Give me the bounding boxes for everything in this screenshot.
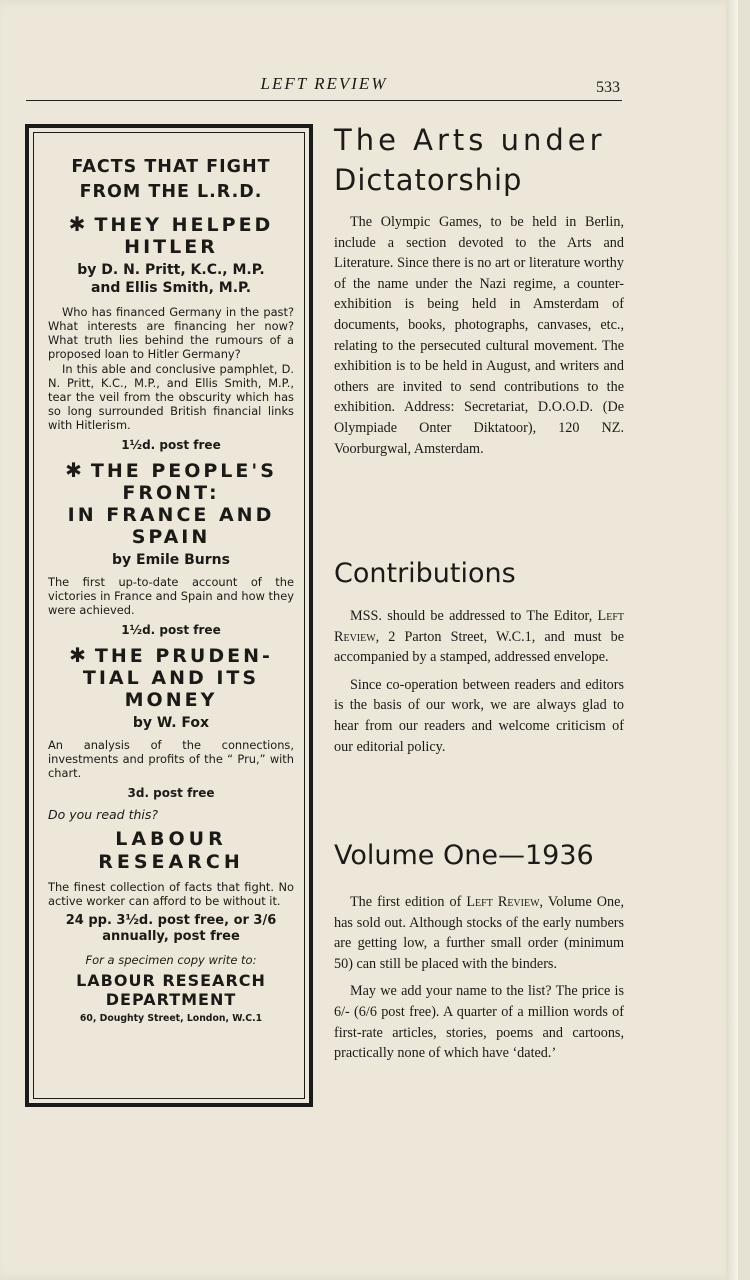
section-peoples-front: [48, 459, 294, 637]
contributions-para2: Since co-operation between readers and editors is the basis of our work, we are always glad to hear from our readers and welcome criticism of our editorial policy.: [334, 676, 624, 755]
volume-para1: [334, 892, 624, 974]
section-they-helped-hitler: [48, 213, 294, 452]
contributions-para1-start: MSS. should be addressed to The Editor,: [350, 608, 598, 624]
labour-price-line2: annually, post free: [102, 929, 240, 944]
arts-body: The Olympic Games, to be held in Berlin, include a section devoted to the Arts and Literature. Since there is no art or literature worthy of the name under the Nazi regime, a counter-exhibition is being held in Amsterdam of documents, books, photographs, canvases, etc., relating to the persecuted cultural movement. The exhibition is to be held in August, and writers and others are invited to send contributions to the exhibition. Address: Secretariat, D.O.O.D. (De Olympiade Onter Diktatoor), 120 NZ. Voorburgwal, Amsterdam.: [334, 214, 624, 457]
volume-para2: May we add your name to the list? The price is 6/- (6/6 post free). A quarter of a million words of first-rate articles, stories, poems and cartoons, practically none of which have ‘dated.’: [334, 983, 624, 1062]
section1-title-line2: HITLER: [124, 236, 218, 258]
section3-title-line1: THE PRUDEN-: [94, 645, 273, 667]
ad-heading: [48, 155, 294, 205]
contributions-para1-end: , 2 Parton Street, W.C.1, and must be accompanied by a stamped, addressed envelope.: [334, 628, 624, 666]
section2-price: 1½d. post free: [121, 623, 221, 637]
volume-para1-end: , Volume One, has sold out. Although stocks of the early numbers are getting low, a further small order (minimum 50) can still be placed with the binders.: [334, 894, 624, 972]
running-title: LEFT REVIEW: [260, 74, 388, 93]
section2-title-line2: FRONT:: [122, 482, 220, 504]
section3-price: 3d. post free: [127, 786, 215, 800]
labour-research-title: [48, 828, 294, 874]
ad-heading-line2: FROM THE L.R.D.: [79, 182, 263, 202]
star-icon: ✱: [69, 643, 89, 667]
section3-title-line3: MONEY: [124, 689, 218, 711]
contributions-para1: [334, 606, 624, 668]
section1-para2: In this able and conclusive pamphlet, D. N. Pritt, K.C., M.P., and Ellis Smith, M.P., tear the veil from the obscurity which has so long surrounded British financial links with Hitlerism.: [48, 362, 294, 432]
ad-heading-line1: FACTS THAT FIGHT: [71, 157, 271, 177]
section3-title: [48, 644, 294, 667]
article-volume-one: [334, 838, 624, 1064]
section3-byline: by W. Fox: [132, 715, 210, 731]
star-icon: ✱: [68, 212, 89, 236]
running-head: [26, 70, 622, 101]
section-labour-research: [48, 807, 294, 1024]
page-edge: [726, 0, 738, 1280]
labour-research-line2: RESEARCH: [98, 851, 244, 873]
contributions-magazine-name: Left Review: [334, 608, 624, 645]
ad-inner-frame: [33, 132, 305, 1099]
section2-title: [48, 459, 294, 482]
section2-title-line3: IN FRANCE AND: [67, 504, 275, 526]
department-name: [48, 971, 294, 1009]
section1-byline-line1: by D. N. Pritt, K.C., M.P.: [77, 262, 265, 278]
star-icon: ✱: [65, 458, 85, 482]
labour-research-line1: LABOUR: [115, 828, 227, 850]
section1-para1: Who has financed Germany in the past? What interests are financing her now? What truth lies behind the rumours of a proposed loan to Hitler Germany?: [48, 305, 294, 361]
department-name-line1: LABOUR RESEARCH: [76, 971, 266, 990]
section1-byline-line2: and Ellis Smith, M.P.: [90, 280, 252, 296]
contributions-title: Contributions: [334, 558, 516, 589]
arts-title-line1: The Arts under: [334, 123, 606, 157]
department-name-line2: DEPARTMENT: [105, 990, 237, 1009]
section3-title-line2: TIAL AND ITS: [82, 667, 260, 689]
section2-title-line1: THE PEOPLE'S: [90, 460, 277, 482]
volume-magazine-name: Left Review: [466, 894, 540, 910]
article-arts-under-dictatorship: [334, 120, 624, 459]
section1-price: 1½d. post free: [121, 438, 221, 452]
page-number: 533: [596, 79, 620, 96]
department-address: 60, Doughty Street, London, W.C.1: [79, 1013, 263, 1024]
section2-para: The first up-to-date account of the victories in France and Spain and how they were achieved.: [48, 575, 294, 617]
volume-title: Volume One—1936: [334, 840, 594, 871]
arts-title-line2: Dictatorship: [334, 163, 523, 197]
labour-research-price: [48, 913, 294, 945]
labour-research-para: The finest collection of facts that fight. No active worker can afford to be without it.: [48, 880, 294, 908]
article-contributions: [334, 556, 624, 757]
section2-title-line4: SPAIN: [131, 526, 211, 548]
section2-byline: by Emile Burns: [112, 552, 230, 568]
question-line: Do you read this?: [48, 807, 159, 822]
section-prudential: [48, 644, 294, 800]
specimen-copy-line: For a specimen copy write to:: [85, 953, 257, 967]
section1-title: [48, 213, 294, 236]
section1-title-line1: THEY HELPED: [94, 214, 274, 236]
section3-para: An analysis of the connections, investments and profits of the “ Pru,” with chart.: [48, 738, 294, 780]
lrd-advertisement: [25, 124, 313, 1107]
volume-para1-start: The first edition of: [350, 894, 467, 910]
section1-byline: [48, 261, 294, 297]
labour-price-line1: 24 pp. 3½d. post free, or 3/6: [65, 913, 277, 928]
